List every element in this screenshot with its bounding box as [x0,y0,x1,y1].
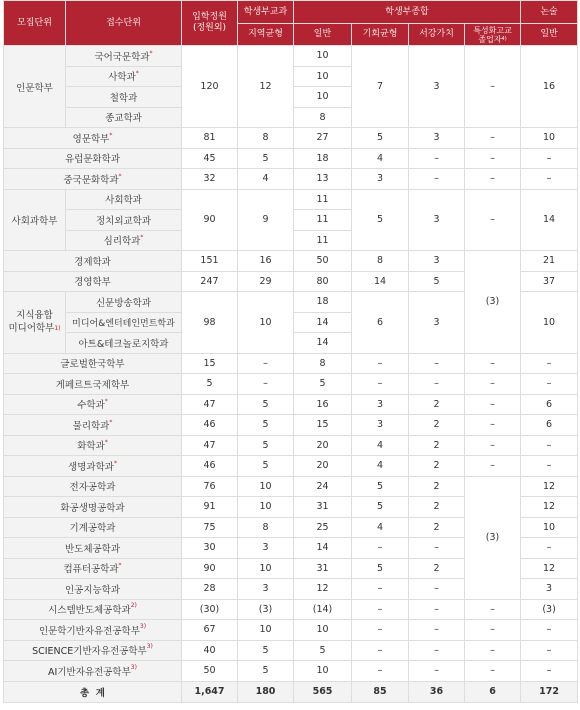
ilban-cell: 10 [294,87,352,108]
special-merged-cell: (3) [465,251,521,354]
gihoe-cell: 8 [352,251,409,272]
nonsul-cell: – [521,661,578,682]
jiyeok-cell: 10 [238,620,294,641]
quota-cell: 98 [182,292,238,354]
nonsul-cell: 10 [521,292,578,354]
nonsul-cell: – [521,374,578,395]
quota-cell: 30 [182,538,238,559]
quota-cell: 247 [182,271,238,292]
sogang-cell: – [409,148,465,169]
quota-cell: 5 [182,374,238,395]
gihoe-cell: 4 [352,148,409,169]
jiyeok-cell: 5 [238,435,294,456]
ilban-cell: 24 [294,476,352,497]
dept-name: 시스템반도체공학과$^{2)}$ [4,599,182,620]
ilban-cell: 80 [294,271,352,292]
nonsul-cell: 12 [521,558,578,579]
nonsul-cell: – [521,456,578,477]
table-row [4,374,578,395]
dept-name: 게페르트국제학부 [4,374,182,395]
nonsul-cell: – [521,620,578,641]
dept-name: 심리학과* [66,230,182,251]
jiyeok-cell: 8 [238,517,294,538]
ilban-cell: 11 [294,210,352,231]
header-quota: 입학정원 (정원외) [182,1,238,46]
sogang-cell: 3 [409,128,465,149]
sogang-cell: 2 [409,435,465,456]
dept-name: 수학과* [4,394,182,415]
nonsul-cell: 12 [521,497,578,518]
quota-cell: 1,647 [182,681,238,702]
total-label: 총 계 [4,681,182,702]
dept-name: 전자공학과 [4,476,182,497]
special-cell: – [465,456,521,477]
sogang-cell: – [409,661,465,682]
dept-name: 유럽문화학과 [4,148,182,169]
jiyeok-cell: 8 [238,128,294,149]
special-merged-cell: (3) [465,476,521,599]
header-nonsul: 논술 [521,1,578,24]
jiyeok-cell: 10 [238,497,294,518]
quota-cell: 120 [182,46,238,128]
sogang-cell: 2 [409,394,465,415]
table-row [4,128,578,149]
gihoe-cell: 4 [352,456,409,477]
gihoe-cell: 4 [352,517,409,538]
quota-cell: 46 [182,456,238,477]
dept-name: 중국문화학과* [4,169,182,190]
dept-name: 경영학부 [4,271,182,292]
nonsul-cell: – [521,353,578,374]
special-cell: – [465,46,521,128]
header-gihoe: 기회균형 [352,24,409,46]
header-sogang: 서강가치 [409,24,465,46]
quota-cell: 90 [182,189,238,251]
ilban-cell: 20 [294,456,352,477]
jiyeok-cell: 5 [238,415,294,436]
table-row [4,46,578,67]
ilban-cell: 50 [294,251,352,272]
dept-name: 사학과* [66,66,182,87]
table-row [4,661,578,682]
gihoe-cell: 5 [352,476,409,497]
sogang-cell: 2 [409,476,465,497]
table-row [4,415,578,436]
gihoe-cell: – [352,640,409,661]
dept-name: SCIENCE기반자유전공학부$^{3)}$ [4,640,182,661]
quota-cell: 47 [182,394,238,415]
special-cell: – [465,128,521,149]
ilban-cell: 31 [294,558,352,579]
ilban-cell: (14) [294,599,352,620]
dept-name: 철학과 [66,87,182,108]
header-dept: 접수단위 [66,1,182,46]
nonsul-cell: – [521,538,578,559]
nonsul-cell: 37 [521,271,578,292]
sogang-cell: 2 [409,415,465,436]
jiyeok-cell: 16 [238,251,294,272]
jiyeok-cell: – [238,374,294,395]
dept-name: 경제학과 [4,251,182,272]
ilban-cell: 11 [294,230,352,251]
group-social: 사회과학부 [4,189,66,251]
ilban-cell: 10 [294,661,352,682]
sogang-cell: 3 [409,292,465,354]
sogang-cell: – [409,579,465,600]
quota-cell: 76 [182,476,238,497]
ilban-cell: 18 [294,148,352,169]
gihoe-cell: 3 [352,415,409,436]
table-row [4,435,578,456]
gihoe-cell: 5 [352,128,409,149]
sogang-cell: – [409,620,465,641]
special-cell: – [465,640,521,661]
jiyeok-cell: 3 [238,538,294,559]
dept-name: 인문학기반자유전공학부$^{3)}$ [4,620,182,641]
group-humanities: 인문학부 [4,46,66,128]
dept-name: 미디어&엔터테인먼트학과 [66,312,182,333]
special-cell: – [465,661,521,682]
dept-name: 사회학과 [66,189,182,210]
jiyeok-cell: 10 [238,558,294,579]
ilban-cell: 12 [294,579,352,600]
nonsul-cell: 172 [521,681,578,702]
special-cell: – [465,353,521,374]
table-row [4,353,578,374]
jiyeok-cell: 5 [238,661,294,682]
ilban-cell: 25 [294,517,352,538]
jiyeok-cell: 4 [238,169,294,190]
dept-name: 정치외교학과 [66,210,182,231]
sogang-cell: – [409,599,465,620]
ilban-cell: 31 [294,497,352,518]
admission-quota-table [3,0,578,703]
sogang-cell: 2 [409,558,465,579]
gihoe-cell: 5 [352,189,409,251]
jiyeok-cell: 180 [238,681,294,702]
jiyeok-cell: 5 [238,640,294,661]
special-cell: – [465,394,521,415]
dept-name: 글로벌한국학부 [4,353,182,374]
ilban-cell: 565 [294,681,352,702]
dept-name: AI기반자유전공학부$^{3)}$ [4,661,182,682]
table-row [4,620,578,641]
header-unit: 모집단위 [4,1,66,46]
quota-cell: 15 [182,353,238,374]
gihoe-cell: 3 [352,394,409,415]
ilban-cell: 14 [294,538,352,559]
gihoe-cell: – [352,579,409,600]
sogang-cell: – [409,169,465,190]
quota-cell: 50 [182,661,238,682]
dept-name: 신문방송학과 [66,292,182,313]
header-gyogwa: 학생부교과 [238,1,294,24]
gihoe-cell: 85 [352,681,409,702]
jiyeok-cell: 10 [238,476,294,497]
ilban-cell: 18 [294,292,352,313]
gihoe-cell: – [352,353,409,374]
nonsul-cell: – [521,169,578,190]
table-row [4,251,578,272]
header-nonsul-ilban: 일반 [521,24,578,46]
jiyeok-cell: 5 [238,148,294,169]
quota-cell: 46 [182,415,238,436]
gihoe-cell: – [352,374,409,395]
nonsul-cell: 6 [521,415,578,436]
special-cell: – [465,620,521,641]
nonsul-cell: 16 [521,46,578,128]
gihoe-cell: – [352,599,409,620]
ilban-cell: 11 [294,189,352,210]
total-row [4,681,578,702]
special-cell: – [465,148,521,169]
sogang-cell: – [409,374,465,395]
quota-cell: 81 [182,128,238,149]
group-convergence: 지식융합 미디어학부$^{1)}$ [4,292,66,354]
special-cell: – [465,599,521,620]
sogang-cell: 2 [409,497,465,518]
ilban-cell: 5 [294,640,352,661]
table-row [4,599,578,620]
dept-name: 아트&테크놀로지학과 [66,333,182,354]
nonsul-cell: – [521,640,578,661]
sogang-cell: 3 [409,189,465,251]
quota-cell: 151 [182,251,238,272]
nonsul-cell: 14 [521,189,578,251]
header-jonghap: 학생부종합 [294,1,521,24]
special-cell: – [465,435,521,456]
sogang-cell: 3 [409,251,465,272]
quota-cell: 90 [182,558,238,579]
nonsul-cell: (3) [521,599,578,620]
sogang-cell: 5 [409,271,465,292]
special-cell: – [465,169,521,190]
gihoe-cell: 5 [352,558,409,579]
gihoe-cell: 14 [352,271,409,292]
special-cell: – [465,374,521,395]
dept-name: 종교학과 [66,107,182,128]
nonsul-cell: 21 [521,251,578,272]
quota-cell: 28 [182,579,238,600]
gihoe-cell: – [352,620,409,641]
dept-name: 영문학부* [4,128,182,149]
gihoe-cell: 7 [352,46,409,128]
dept-name: 물리학과* [4,415,182,436]
quota-cell: 47 [182,435,238,456]
dept-name: 화학과* [4,435,182,456]
jiyeok-cell: – [238,353,294,374]
nonsul-cell: 12 [521,476,578,497]
ilban-cell: 14 [294,333,352,354]
gihoe-cell: 4 [352,435,409,456]
sogang-cell: – [409,538,465,559]
sogang-cell: – [409,353,465,374]
jiyeok-cell: 12 [238,46,294,128]
quota-cell: 91 [182,497,238,518]
gihoe-cell: 5 [352,497,409,518]
gihoe-cell: 6 [352,292,409,354]
jiyeok-cell: 3 [238,579,294,600]
table-row [4,640,578,661]
table-row [4,189,578,210]
jiyeok-cell: 5 [238,456,294,477]
quota-cell: 40 [182,640,238,661]
dept-name: 인공지능학과 [4,579,182,600]
dept-name: 컴퓨터공학과* [4,558,182,579]
dept-name: 국어국문학과* [66,46,182,67]
sogang-cell: 3 [409,46,465,128]
dept-name: 기계공학과 [4,517,182,538]
gihoe-cell: – [352,538,409,559]
ilban-cell: 5 [294,374,352,395]
sogang-cell: 2 [409,517,465,538]
ilban-cell: 8 [294,353,352,374]
nonsul-cell: – [521,148,578,169]
sogang-cell: – [409,640,465,661]
nonsul-cell: 10 [521,128,578,149]
quota-cell: 45 [182,148,238,169]
nonsul-cell: 3 [521,579,578,600]
sogang-cell: 36 [409,681,465,702]
sogang-cell: 2 [409,456,465,477]
ilban-cell: 16 [294,394,352,415]
nonsul-cell: 6 [521,394,578,415]
gihoe-cell: 3 [352,169,409,190]
table-row [4,476,578,497]
table-row [4,169,578,190]
ilban-cell: 8 [294,107,352,128]
table-row [4,394,578,415]
header-jiyeok: 지역균형 [238,24,294,46]
jiyeok-cell: (3) [238,599,294,620]
dept-name: 화공생명공학과 [4,497,182,518]
table-row [4,148,578,169]
header-special: 특성화고교 졸업자$^{4)}$ [465,24,521,46]
nonsul-cell: 10 [521,517,578,538]
jiyeok-cell: 29 [238,271,294,292]
ilban-cell: 15 [294,415,352,436]
quota-cell: 67 [182,620,238,641]
ilban-cell: 13 [294,169,352,190]
table-row [4,456,578,477]
dept-name: 생명과학과* [4,456,182,477]
ilban-cell: 20 [294,435,352,456]
special-cell: 6 [465,681,521,702]
jiyeok-cell: 5 [238,394,294,415]
ilban-cell: 10 [294,66,352,87]
nonsul-cell: – [521,435,578,456]
ilban-cell: 10 [294,620,352,641]
header-ilban: 일반 [294,24,352,46]
jiyeok-cell: 9 [238,189,294,251]
dept-name: 반도체공학과 [4,538,182,559]
gihoe-cell: – [352,661,409,682]
quota-cell: (30) [182,599,238,620]
special-cell: – [465,415,521,436]
ilban-cell: 27 [294,128,352,149]
quota-cell: 75 [182,517,238,538]
jiyeok-cell: 10 [238,292,294,354]
ilban-cell: 10 [294,46,352,67]
special-cell: – [465,189,521,251]
ilban-cell: 14 [294,312,352,333]
quota-cell: 32 [182,169,238,190]
